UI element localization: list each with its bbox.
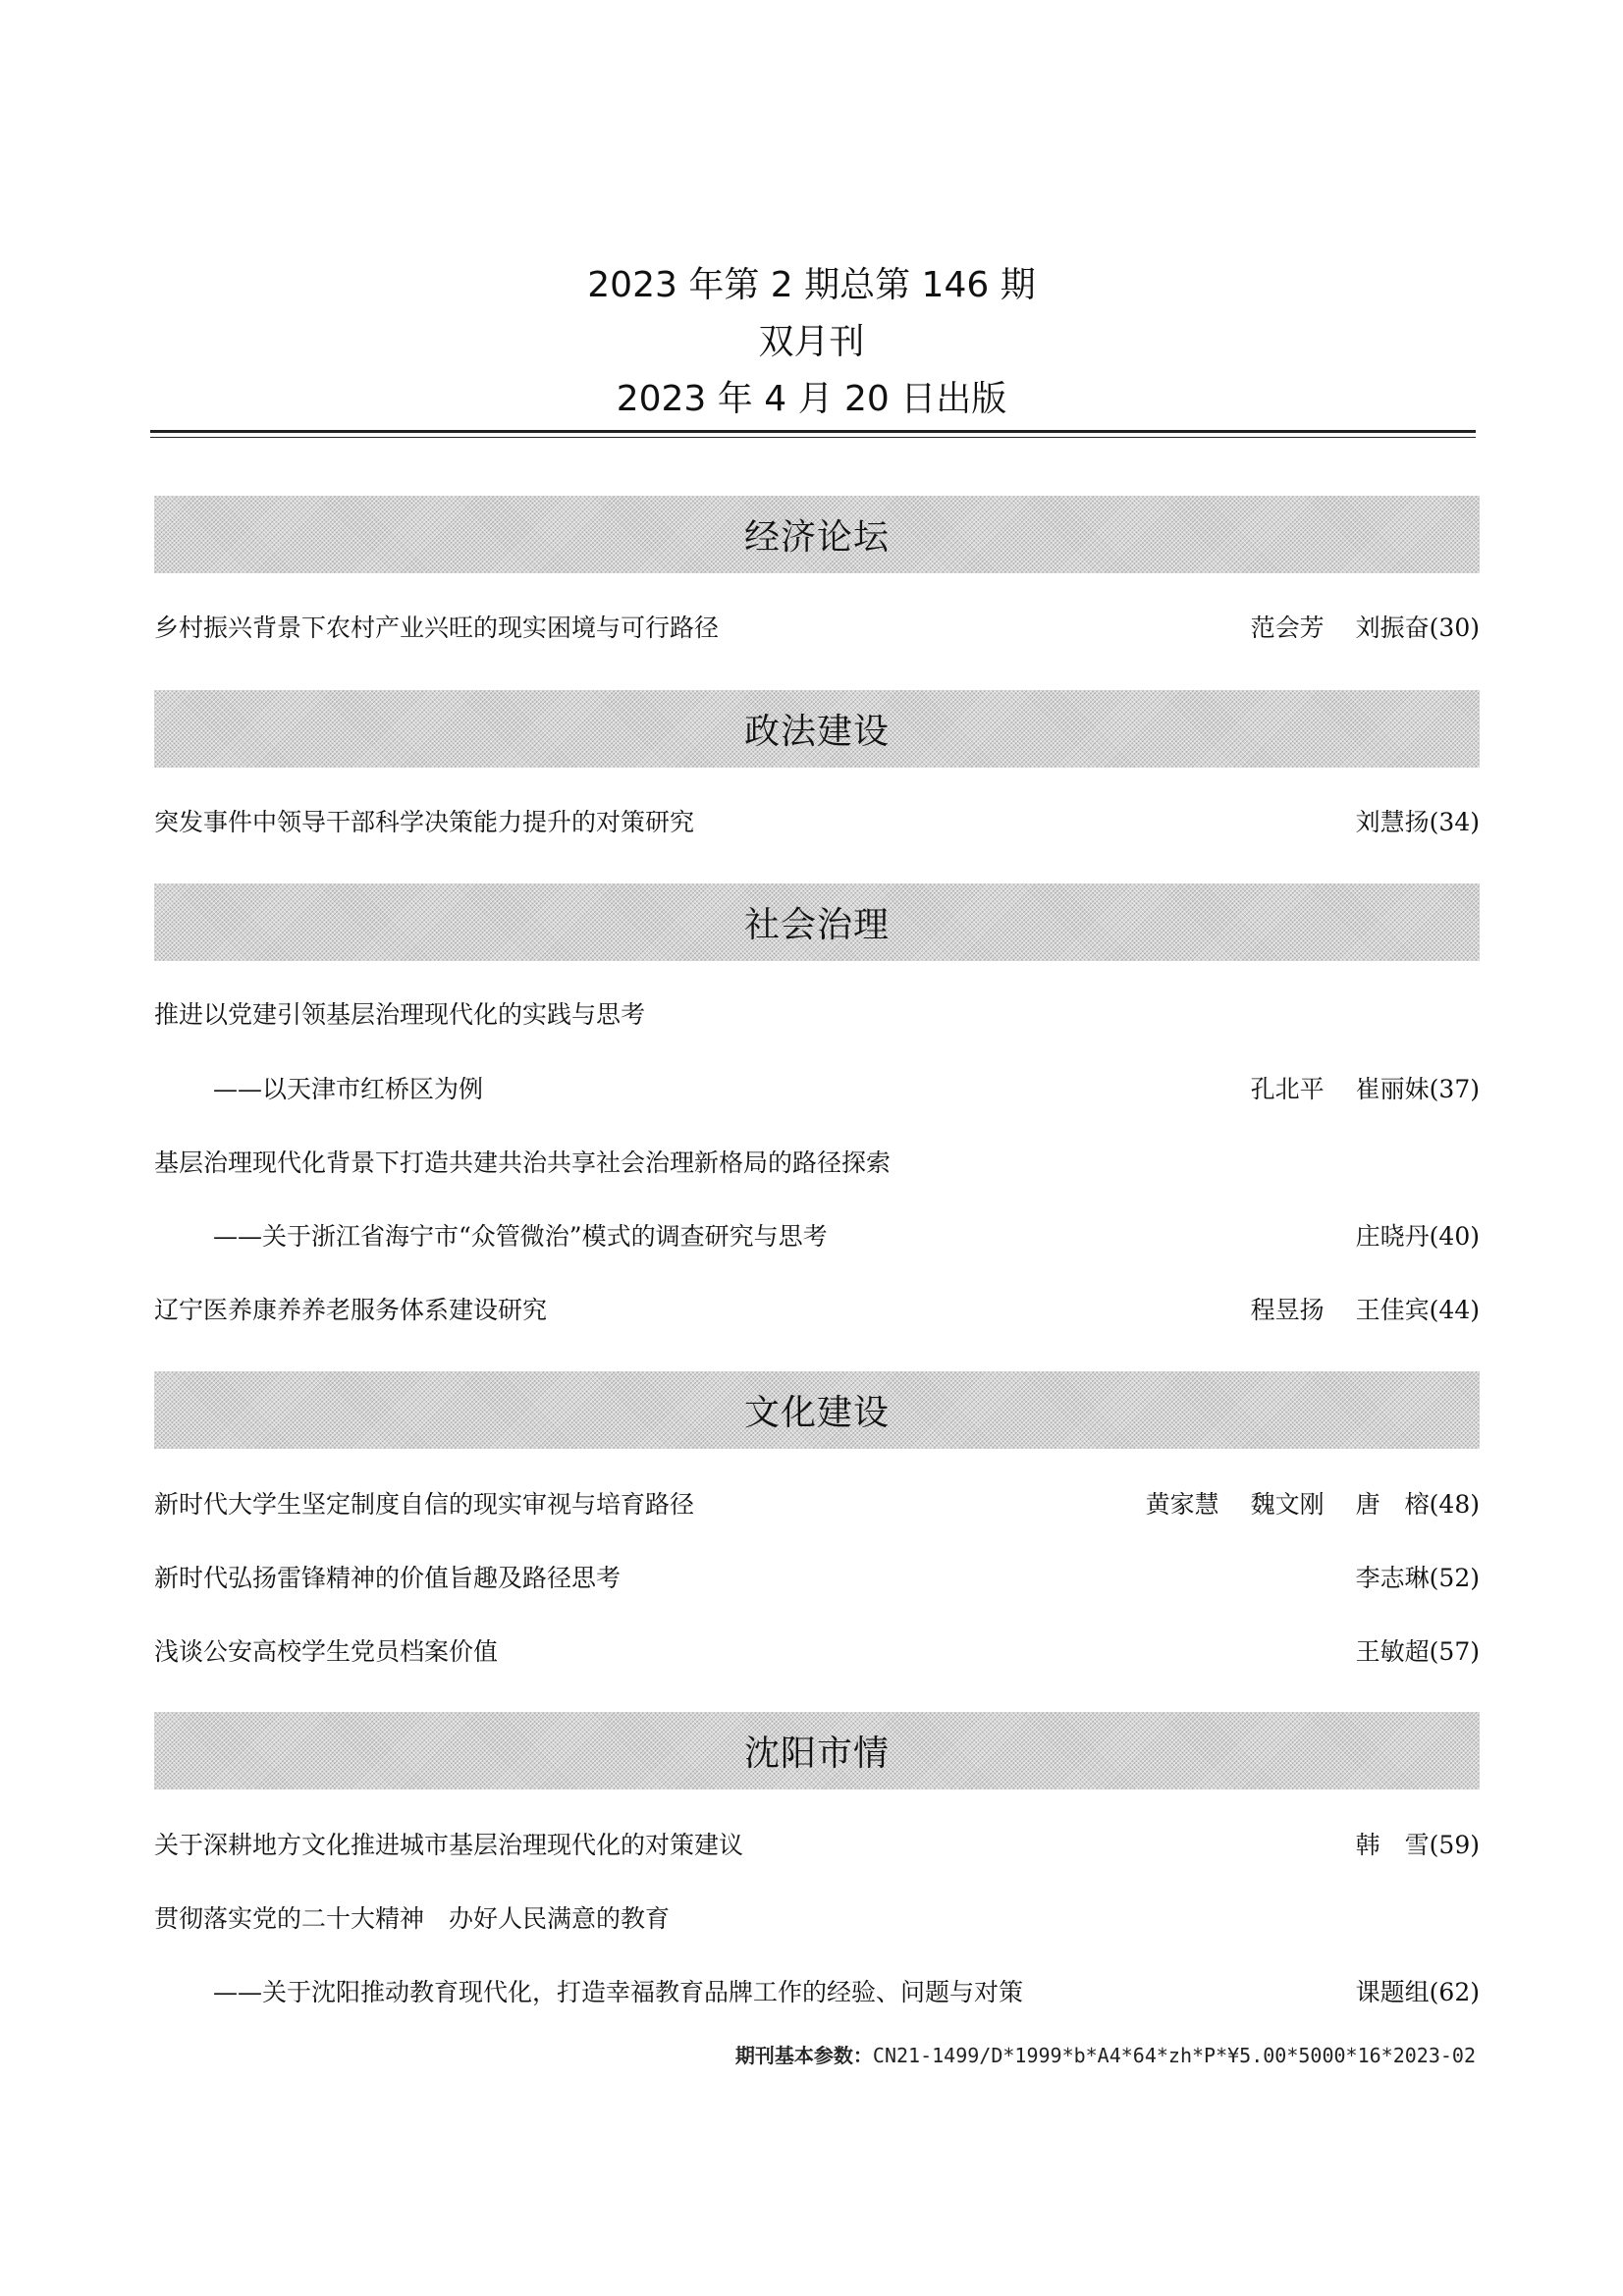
author: 刘振奋(30)	[1355, 614, 1480, 642]
article-authors	[1356, 1826, 1480, 1865]
author: 黄家慧	[1145, 1490, 1219, 1519]
article-subtitle: ——关于沈阳推动教育现代化，打造幸福教育品牌工作的经验、问题与对策	[213, 1978, 1024, 2006]
toc-entry[interactable]	[154, 1144, 1480, 1183]
section-header-culture: 文化建设	[154, 1371, 1480, 1449]
author: 王佳宾(44)	[1355, 1296, 1480, 1324]
toc-entry-subtitle[interactable]	[154, 1973, 1480, 2012]
toc-entry[interactable]	[154, 995, 1480, 1035]
toc-entry[interactable]	[154, 803, 1480, 842]
author: 孔北平	[1250, 1075, 1325, 1103]
article-title: 突发事件中领导干部科学决策能力提升的对策研究	[154, 808, 695, 836]
toc-entry-subtitle[interactable]	[154, 1070, 1480, 1109]
frequency: 双月刊	[758, 322, 865, 362]
author: 韩 雪(59)	[1355, 1831, 1480, 1859]
article-title: 推进以党建引领基层治理现代化的实践与思考	[154, 1000, 646, 1029]
author: 唐 榕(48)	[1355, 1490, 1480, 1519]
journal-parameters	[735, 2041, 1476, 2070]
toc-entry[interactable]	[154, 1826, 1480, 1865]
article-title: 浅谈公安高校学生党员档案价值	[154, 1637, 499, 1666]
header-divider-thin	[150, 437, 1476, 438]
article-authors	[1356, 803, 1480, 842]
parameters-label: 期刊基本参数：	[734, 2044, 873, 2067]
toc-entry[interactable]	[154, 609, 1480, 648]
article-title: 基层治理现代化背景下打造共建共治共享社会治理新格局的路径探索	[154, 1148, 892, 1177]
article-authors	[1251, 1291, 1480, 1330]
section-header-economy: 经济论坛	[154, 496, 1480, 573]
issue-line: 2023 年第 2 期总第 146 期	[587, 265, 1036, 305]
toc-entry[interactable]	[154, 1291, 1480, 1330]
author: 王敏超(57)	[1355, 1637, 1480, 1666]
article-title: 新时代弘扬雷锋精神的价值旨趣及路径思考	[154, 1564, 622, 1592]
author: 程昱扬	[1250, 1296, 1325, 1324]
toc-entry-subtitle[interactable]	[154, 1217, 1480, 1256]
toc-entry[interactable]	[154, 1899, 1480, 1939]
article-authors	[1146, 1485, 1480, 1524]
section-header-law: 政法建设	[154, 690, 1480, 768]
author: 范会芳	[1250, 614, 1325, 642]
article-authors	[1356, 1973, 1480, 2012]
article-authors	[1251, 609, 1480, 648]
header-divider-thick	[150, 430, 1476, 433]
parameters-value: CN21-1499/D*1999*b*A4*64*zh*P*¥5.00*5000*16*2023-02	[872, 2044, 1476, 2067]
article-authors	[1251, 1070, 1480, 1109]
toc-entry[interactable]	[154, 1632, 1480, 1672]
article-title: 辽宁医养康养养老服务体系建设研究	[154, 1296, 548, 1324]
article-subtitle: ——以天津市红桥区为例	[213, 1075, 484, 1103]
article-title: 新时代大学生坚定制度自信的现实审视与培育路径	[154, 1490, 695, 1519]
section-header-shenyang: 沈阳市情	[154, 1712, 1480, 1789]
author: 课题组(62)	[1355, 1978, 1480, 2006]
article-title: 乡村振兴背景下农村产业兴旺的现实困境与可行路径	[154, 614, 720, 642]
author: 魏文刚	[1250, 1490, 1325, 1519]
journal-header	[0, 257, 1623, 428]
article-authors	[1356, 1217, 1480, 1256]
toc-entry[interactable]	[154, 1485, 1480, 1524]
author: 李志琳(52)	[1355, 1564, 1480, 1592]
author: 庄晓丹(40)	[1355, 1222, 1480, 1251]
article-title: 关于深耕地方文化推进城市基层治理现代化的对策建议	[154, 1831, 744, 1859]
article-authors	[1356, 1632, 1480, 1672]
author: 刘慧扬(34)	[1355, 808, 1480, 836]
section-header-society: 社会治理	[154, 883, 1480, 961]
article-authors	[1356, 1559, 1480, 1598]
publish-date: 2023 年 4 月 20 日出版	[616, 379, 1007, 419]
article-subtitle: ——关于浙江省海宁市“众管微治”模式的调查研究与思考	[213, 1222, 828, 1251]
toc-entry[interactable]	[154, 1559, 1480, 1598]
article-title: 贯彻落实党的二十大精神 办好人民满意的教育	[154, 1904, 671, 1933]
author: 崔丽妹(37)	[1355, 1075, 1480, 1103]
